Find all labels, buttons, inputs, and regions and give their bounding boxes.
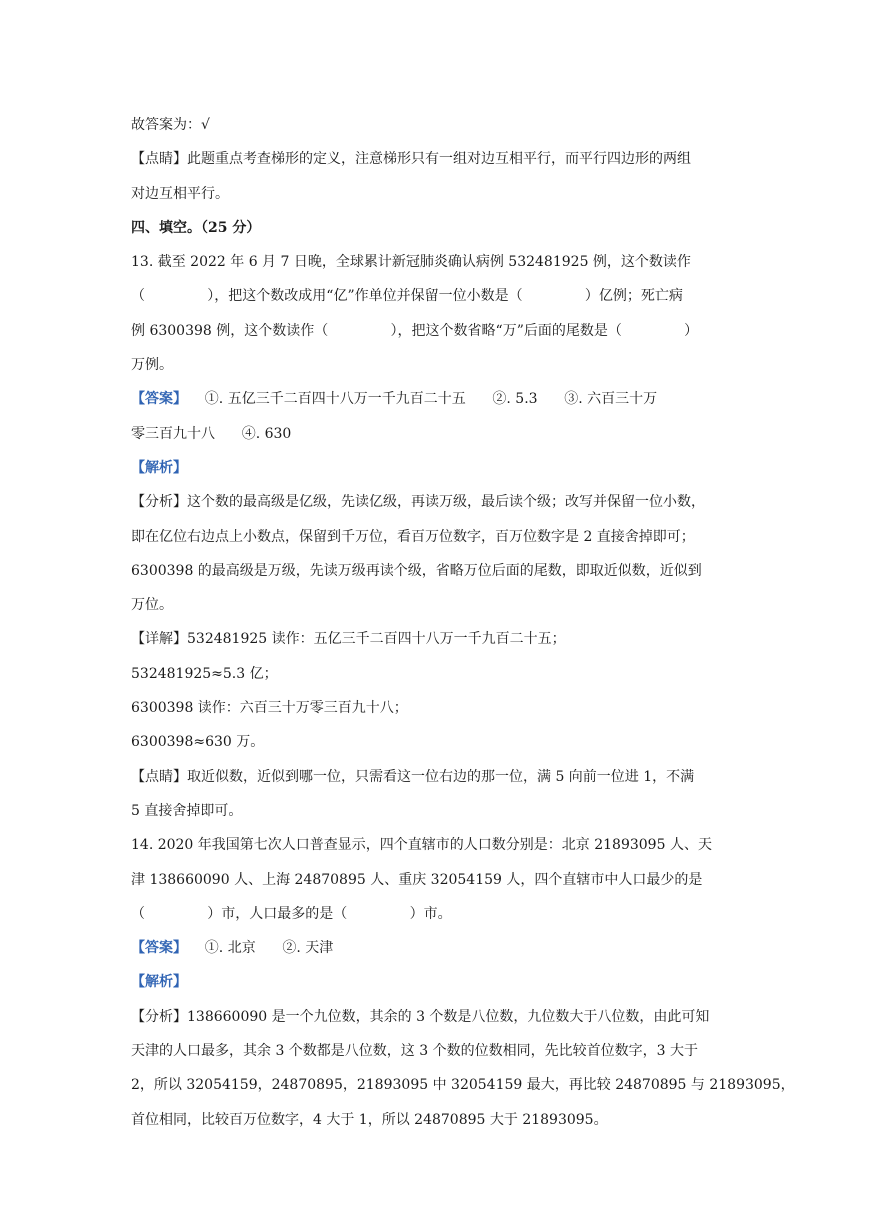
q13-question-line: （ ），把这个数改成用“亿”作单位并保留一位小数是（ ）亿例；死亡病	[131, 288, 683, 305]
q13-detail-line: 【详解】532481925 读作：五亿三千二百四十八万一千九百二十五；	[131, 631, 566, 648]
q14-answer-line	[131, 931, 746, 965]
q13-detail-line: 6300398≈630 万。	[131, 734, 265, 751]
q14-analysis-line: 【分析】138660090 是一个九位数，其余的 3 个数是八位数，九位数大于八位数，由此可知	[131, 1008, 710, 1025]
previous-answer: 故答案为：√	[131, 117, 210, 133]
q13-analysis-line: 即在亿位右边点上小数点，保留到千万位，看百万位数字，百万位数字是 2 直接舍掉即可；	[131, 528, 695, 545]
q13-analysis-line: 【分析】这个数的最高级是亿级，先读亿级，再读万级，最后读个级；改写并保留一位小数，	[131, 494, 705, 511]
q13-answer-line	[131, 382, 746, 416]
q14-question-line: 14. 2020 年我国第七次人口普查显示，四个直辖市的人口数分别是：北京 21893095 人、天	[131, 837, 712, 854]
q14-question-line: （ ）市，人口最多的是（ ）市。	[131, 905, 452, 922]
q14-analysis-tag: 【解析】	[131, 974, 187, 991]
q13-analysis-line: 6300398 的最高级是万级，先读万级再读个级，省略万位后面的尾数，即取近似数，近似到	[131, 562, 702, 579]
q14-answer-tag: 【答案】	[131, 940, 187, 957]
q13-question-line: 例 6300398 例，这个数读作（ ），把这个数省略“万”后面的尾数是（ ）	[131, 322, 699, 339]
q13-answer-tag: 【答案】	[131, 391, 187, 408]
q13-analysis-line: 万位。	[131, 597, 173, 614]
q14-answer-text: ①. 北京 ②. 天津	[187, 940, 334, 957]
q13-question-line: 13. 截至 2022 年 6 月 7 日晚，全球累计新冠肺炎确认病例 532481925 例，这个数读作	[131, 254, 691, 271]
q14-analysis-line: 天津的人口最多，其余 3 个数都是八位数，这 3 个数的位数相同，先比较首位数字，3 大于	[131, 1043, 698, 1060]
previous-comment-line: 【点睛】此题重点考查梯形的定义，注意梯形只有一组对边互相平行，而平行四边形的两组	[131, 151, 691, 168]
q13-analysis-tag: 【解析】	[131, 459, 187, 476]
q13-comment-line: 【点睛】取近似数，近似到哪一位，只需看这一位右边的那一位，满 5 向前一位进 1，不满	[131, 768, 695, 785]
section-heading: 四、填空。（25 分）	[131, 219, 261, 236]
document-page	[131, 108, 795, 1137]
q13-answer-text: ①. 五亿三千二百四十八万一千九百二十五 ②. 5.3 ③. 六百三十万	[187, 391, 658, 408]
q14-question-line: 津 138660090 人、上海 24870895 人、重庆 32054159 人，四个直辖市中人口最少的是	[131, 871, 703, 888]
q13-detail-line: 532481925≈5.3 亿；	[131, 665, 278, 682]
q13-answer-continuation: 零三百九十八 ④. 630	[131, 425, 292, 442]
q13-comment-line: 5 直接舍掉即可。	[131, 802, 243, 819]
q14-analysis-line: 2，所以 32054159，24870895，21893095 中 32054159 最大，再比较 24870895 与 21893095，	[131, 1077, 795, 1094]
previous-comment-line: 对边互相平行。	[131, 185, 229, 202]
q14-analysis-line: 首位相同，比较百万位数字，4 大于 1，所以 24870895 大于 21893095。	[131, 1111, 608, 1128]
q13-question-line: 万例。	[131, 357, 173, 374]
q13-detail-line: 6300398 读作：六百三十万零三百九十八；	[131, 700, 408, 717]
